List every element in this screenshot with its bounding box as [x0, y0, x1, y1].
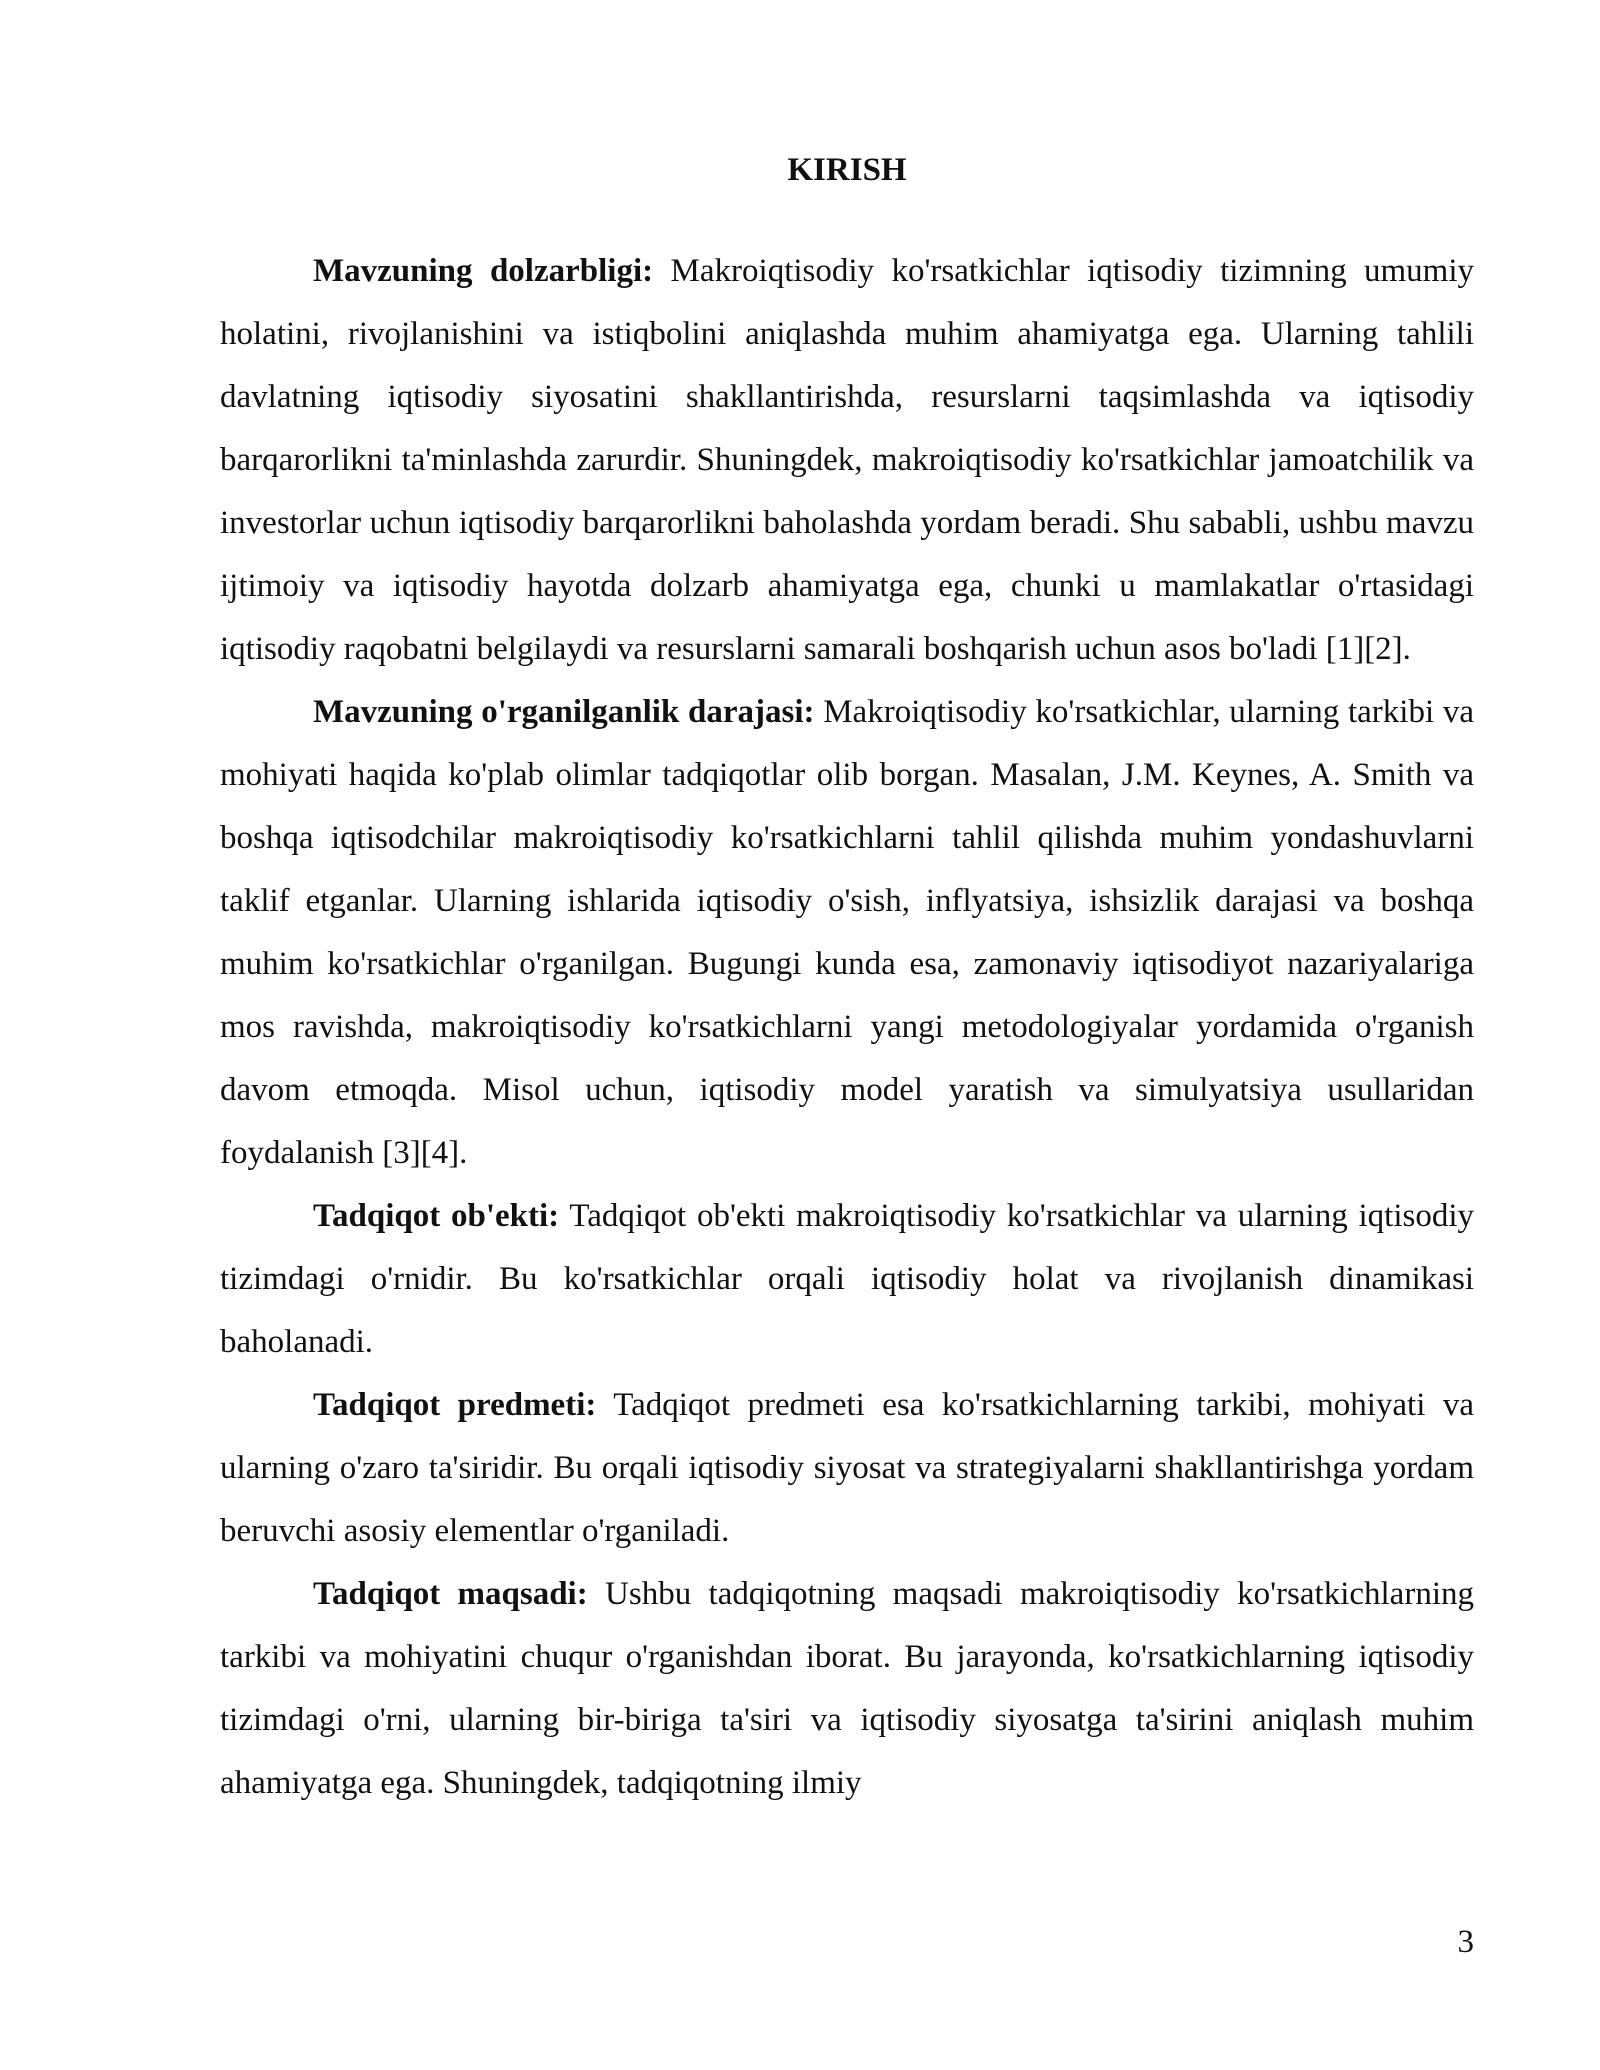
paragraph-relevance [220, 240, 1474, 681]
paragraph-body: Ushbu tadqiqotning maqsadi makroiqtisodiy ko'rsatkichlarning tarkibi va mohiyatini chuqur o'rganishdan iborat. Bu jarayonda, ko'rsatkichlarning iqtisodiy tizimdagi o'rni, ularning bir-biriga ta'siri va iqtisodiy siyosatga ta'sirini aniqlash muhim ahamiyatga ega. Shuningdek, tadqiqotning ilmiy [220, 1576, 1474, 1801]
paragraph-research-subject [220, 1374, 1474, 1563]
page-number: 3 [1457, 1924, 1474, 1960]
paragraph-research-object [220, 1185, 1474, 1374]
paragraph-body: Tadqiqot predmeti esa ko'rsatkichlarning tarkibi, mohiyati va ularning o'zaro ta'siridir. Bu orqali iqtisodiy siyosat va strategiyalarni shakllantirishga yordam beruvchi asosiy elementlar o'rganiladi. [220, 1387, 1474, 1549]
paragraph-research-goal [220, 1563, 1474, 1815]
paragraph-body: Tadqiqot ob'ekti makroiqtisodiy ko'rsatkichlar va ularning iqtisodiy tizimdagi o'rnidir. Bu ko'rsatkichlar orqali iqtisodiy holat va rivojlanish dinamikasi baholanadi. [220, 1198, 1474, 1360]
paragraph-heading: Tadqiqot predmeti: [313, 1387, 597, 1423]
paragraph-study-level [220, 681, 1474, 1185]
paragraph-body: Makroiqtisodiy ko'rsatkichlar, ularning tarkibi va mohiyati haqida ko'plab olimlar tadqiqotlar olib borgan. Masalan, J.M. Keynes, A. Smith va boshqa iqtisodchilar makroiqtisodiy ko'rsatkichlarni tahlil qilishda muhim yondashuvlarni taklif etganlar. Ularning ishlarida iqtisodiy o'sish, inflyatsiya, ishsizlik darajasi va boshqa muhim ko'rsatkichlar o'rganilgan. Bugungi kunda esa, zamonaviy iqtisodiyot nazariyalariga mos ravishda, makroiqtisodiy ko'rsatkichlarni yangi metodologiyalar yordamida o'rganish davom etmoqda. Misol uchun, iqtisodiy model yaratish va simulyatsiya usullaridan foydalanish [3][4]. [220, 694, 1474, 1171]
paragraph-heading: Mavzuning o'rganilganlik darajasi: [313, 694, 815, 730]
paragraph-heading: Tadqiqot maqsadi: [313, 1576, 588, 1612]
page-title: KIRISH [787, 152, 907, 188]
paragraph-heading: Mavzuning dolzarbligi: [313, 253, 654, 289]
document-page [220, 148, 1474, 1815]
paragraph-heading: Tadqiqot ob'ekti: [313, 1198, 560, 1234]
paragraph-body: Makroiqtisodiy ko'rsatkichlar iqtisodiy tizimning umumiy holatini, rivojlanishini va istiqbolini aniqlashda muhim ahamiyatga ega. Ularning tahlili davlatning iqtisodiy siyosatini shakllantirishda, resurslarni taqsimlashda va iqtisodiy barqarorlikni ta'minlashda zarurdir. Shuningdek, makroiqtisodiy ko'rsatkichlar jamoatchilik va investorlar uchun iqtisodiy barqarorlikni baholashda yordam beradi. Shu sababli, ushbu mavzu ijtimoiy va iqtisodiy hayotda dolzarb ahamiyatga ega, chunki u mamlakatlar o'rtasidagi iqtisodiy raqobatni belgilaydi va resurslarni samarali boshqarish uchun asos bo'ladi [1][2]. [220, 253, 1475, 667]
